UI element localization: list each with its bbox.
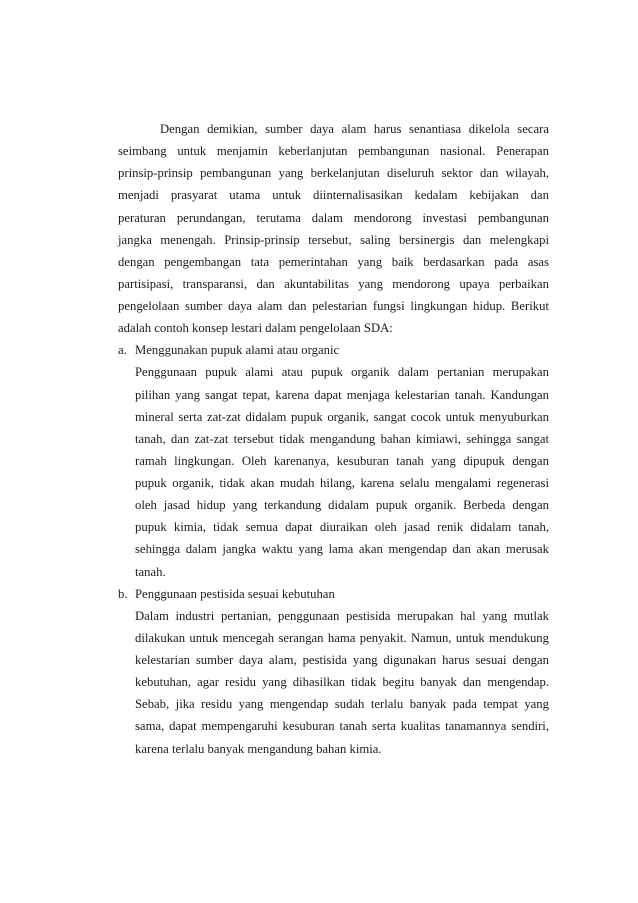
text-line: mineral serta zat-zat didalam pupuk organik, sangat cocok untuk menyuburkan (135, 409, 549, 424)
text-line: karena terlalu banyak mengandung bahan kimia. (135, 741, 382, 756)
text-line: Dalam industri pertanian, penggunaan pestisida merupakan hal yang mutlak (135, 608, 549, 623)
text-line: seimbang untuk menjamin keberlanjutan pembangunan nasional. Penerapan (118, 144, 549, 159)
text-line: ramah lingkungan. Oleh karenanya, kesuburan tanah yang dipupuk dengan (135, 453, 549, 468)
text-line: peraturan perundangan, terutama dalam mendorong investasi pembangunan (118, 210, 549, 225)
text-line: pupuk organik, tidak akan mudah hilang, karena selalu mengalami regenerasi (135, 476, 549, 490)
text-line: kelestarian sumber daya alam, pestisida yang digunakan harus sesuai dengan (135, 653, 549, 667)
list-item-heading (118, 583, 549, 605)
text-line: partisipasi, transparansi, dan akuntabilitas yang mendorong upaya perbaikan (118, 276, 549, 291)
intro-paragraph (118, 118, 549, 339)
text-line: dengan pengembangan tata pemerintahan yang baik berdasarkan pada asas (118, 254, 549, 269)
list-item-body (118, 361, 549, 582)
list-item-title: Menggunakan pupuk alami atau organic (135, 343, 340, 358)
text-line: tanah, dan zat-zat tersebut tidak mengandung bahan kimiawi, sehingga sangat (135, 431, 549, 446)
list-item-b (118, 583, 549, 760)
list-item-body (118, 605, 549, 760)
text-line: jangka menengah. Prinsip-prinsip tersebut, saling bersinergis dan melengkapi (118, 232, 549, 247)
list-item-a (118, 339, 549, 582)
text-line: kebutuhan, agar residu yang dihasilkan tidak begitu banyak dan mengendap. (135, 675, 549, 690)
text-line: sehingga dalam jangka waktu yang lama akan mengendap dan akan merusak (135, 542, 549, 557)
list-marker: b. (118, 586, 128, 601)
text-line: pilihan yang sangat tepat, karena dapat menjaga kelestarian tanah. Kandungan (135, 387, 549, 402)
list-item-title: Penggunaan pestisida sesuai kebutuhan (135, 586, 335, 601)
list-marker: a. (118, 343, 127, 358)
text-line: oleh jasad hidup yang terkandung didalam pupuk organik. Berbeda dengan (135, 498, 549, 513)
text-line: menjadi prasyarat utama untuk diinternalisasikan kedalam kebijakan dan (118, 188, 549, 203)
text-line: Penggunaan pupuk alami atau pupuk organik dalam pertanian merupakan (135, 365, 549, 380)
list-item-heading (118, 339, 549, 361)
text-line: sama, dapat mempengaruhi kesuburan tanah serta kualitas tanamannya sendiri, (135, 719, 549, 734)
text-line: tanah. (135, 564, 166, 579)
text-line: prinsip-prinsip pembangunan yang berkelanjutan diseluruh sektor dan wilayah, (118, 166, 549, 181)
document-page (118, 118, 549, 760)
text-line: Sebab, jika residu yang mengendap sudah terlalu banyak pada tempat yang (135, 697, 549, 712)
text-line: dilakukan untuk mencegah serangan hama penyakit. Namun, untuk mendukung (135, 630, 549, 645)
text-line: adalah contoh konsep lestari dalam pengelolaan SDA: (118, 321, 393, 336)
text-line: pupuk kimia, tidak semua dapat diuraikan oleh jasad renik didalam tanah, (135, 520, 549, 535)
text-line: Dengan demikian, sumber daya alam harus senantiasa dikelola secara (160, 122, 549, 136)
text-line: pengelolaan sumber daya alam dan pelestarian fungsi lingkungan hidup. Berikut (118, 299, 549, 313)
